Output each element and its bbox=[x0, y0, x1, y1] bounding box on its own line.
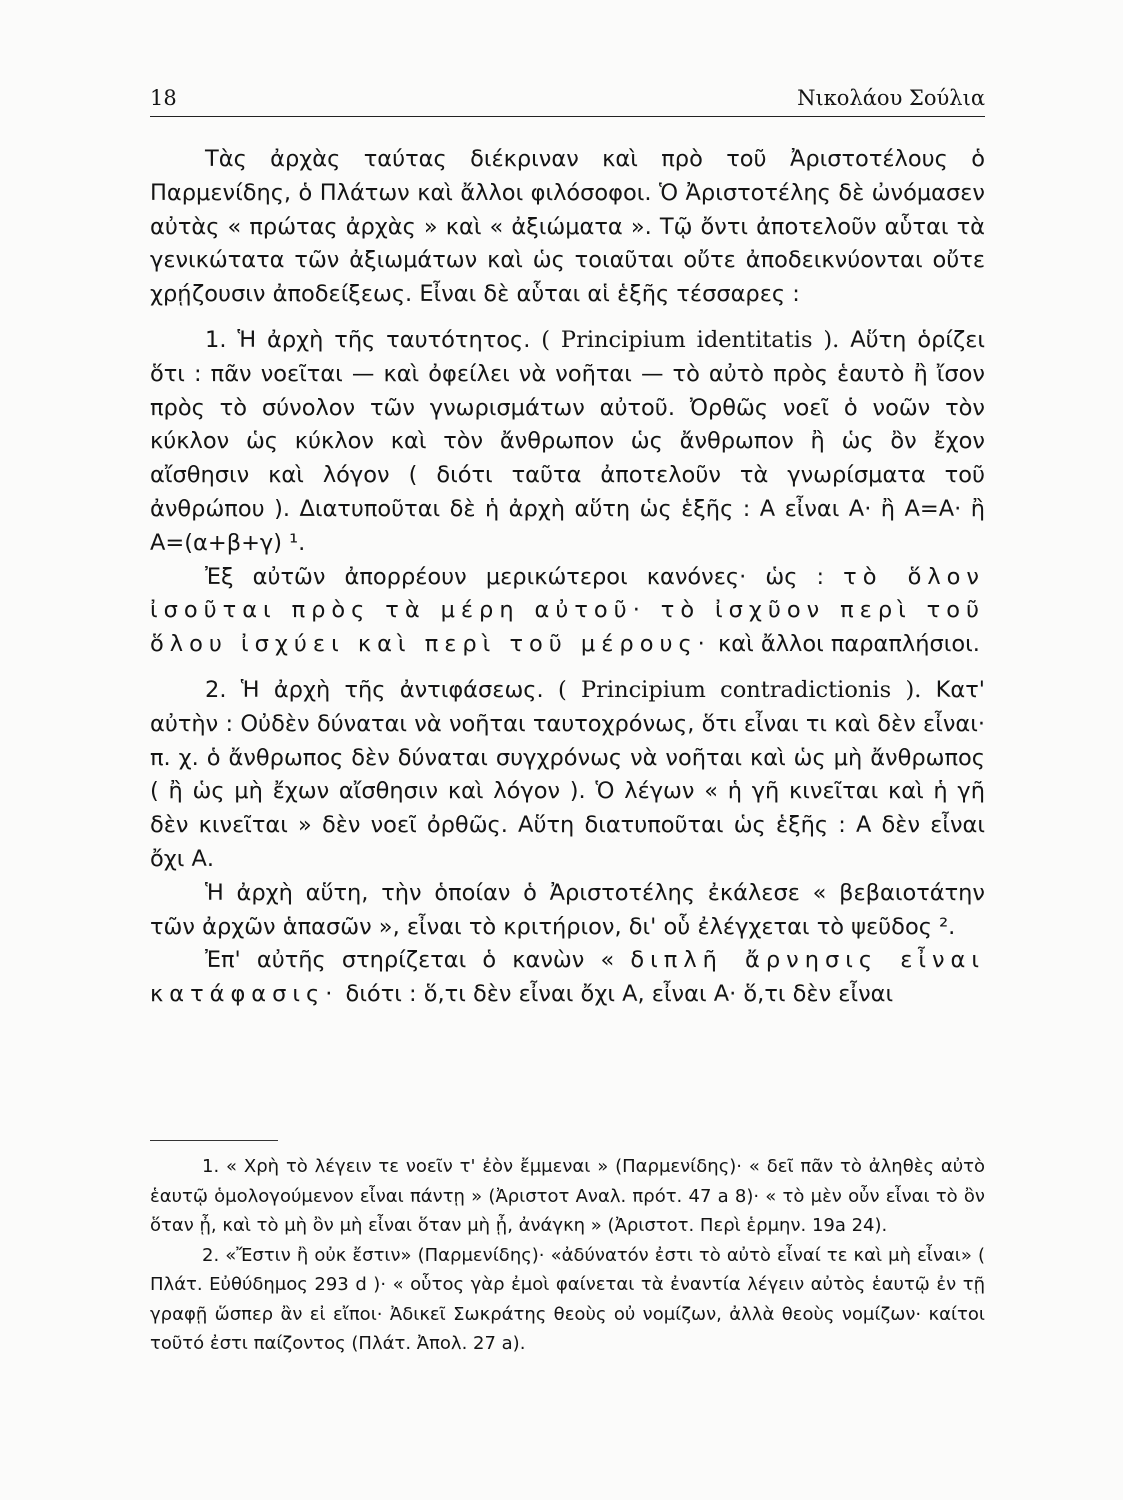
paragraph-identity-text: Αὕτη ὁρίζει ὅτι : πᾶν νοεῖται — καὶ ὀφείλει νὰ νοῆται — τὸ αὐτὸ πρὸς ἑαυτὸ ἢ ἴσον πρὸς τὸ σύνολον τῶν γνωρισμάτων αὐτοῦ. Ὀρθῶς νοεῖ ὁ νοῶν τὸν κύκλον ὡς κύκλον καὶ τὸν ἄνθρωπον ὡς ἄνθρωπον ἢ ὡς ὂν ἔχον αἴσθησιν καὶ λόγον ( διότι ταῦτα ἀποτελοῦν τὰ γνωρίσματα τοῦ ἀνθρώπου ). Διατυποῦται δὲ ἡ ἀρχὴ αὕτη ὡς ἑξῆς : Α εἶναι Α· ἢ Α=Α· ἢ Α=(α+β+γ) ¹. bbox=[150, 326, 985, 556]
paragraph-contradiction bbox=[150, 674, 985, 877]
paragraph-rules-start: Ἐξ αὐτῶν ἀπορρέουν μερικώτεροι κανόνες· ὡς : bbox=[205, 563, 825, 590]
paragraph-double-negation-start: Ἐπ' αὐτῆς στηρίζεται ὁ κανὼν « bbox=[205, 947, 615, 974]
paragraph-double-negation bbox=[150, 944, 985, 1012]
section-heading-identity: 1. Ἡ ἀρχὴ τῆς ταυτότητος. bbox=[205, 326, 531, 353]
paragraph-double-negation-end: διότι : ὅ,τι δὲν εἶναι ὄχι Α, εἶναι Α· ὅ,τι δὲν εἶναι bbox=[345, 981, 894, 1008]
footnote-divider bbox=[150, 1140, 278, 1141]
spaced-emphasis-rules: τὸ ὅλον ἰσοῦται πρὸς τὰ μέρη αὐτοῦ· τὸ ἰσχῦον περὶ τοῦ ὅλου ἰσχύει καὶ περὶ τοῦ μέρους· bbox=[150, 563, 985, 658]
paragraph-intro: Τὰς ἀρχὰς ταύτας διέκριναν καὶ πρὸ τοῦ Ἀριστοτέλους ὁ Παρμενίδης, ὁ Πλάτων καὶ ἄλλοι φιλόσοφοι. Ὁ Ἀριστοτέλης δὲ ὠνόμασεν αὐτὰς « πρώτας ἀρχὰς » καὶ « ἀξιώματα ». Τῷ ὄντι ἀποτελοῦν αὗται τὰ γενικώτατα τῶν ἀξιωμάτων καὶ ὡς τοιαῦται οὔτε ἀποδεικνύονται οὔτε χρῄζουσιν ἀποδείξεως. Εἶναι δὲ αὗται αἱ ἑξῆς τέσσαρες : bbox=[150, 146, 985, 308]
paragraph-identity bbox=[150, 324, 985, 561]
latin-term-identity: ( Principium identitatis ). bbox=[541, 326, 840, 353]
footnotes bbox=[150, 1152, 985, 1359]
spaced-emphasis-double-negation: διπλῆ ἄρνησις εἶναι κατάφασις· bbox=[150, 947, 985, 1008]
running-head: Νικολάου Σούλια bbox=[797, 86, 985, 110]
main-text bbox=[150, 143, 985, 1012]
paragraph-rules-end: καὶ ἄλλοι παραπλήσιοι. bbox=[718, 631, 980, 658]
footnote-1: 1. « Χρὴ τὸ λέγειν τε νοεῖν τ' ἐὸν ἔμμεναι » (Παρμενίδης)· « δεῖ πᾶν τὸ ἀληθὲς αὐτὸ ἑαυτῷ ὁμολογούμενον εἶναι πάντῃ » (Ἀριστοτ Αναλ. πρότ. 47 a 8)· « τὸ μὲν οὖν εἶναι τὸ ὂν ὅταν ᾖ, καὶ τὸ μὴ ὂν μὴ εἶναι ὅταν μὴ ᾖ, ἀνάγκη » (Ἀριστοτ. Περὶ ἑρμην. 19a 24). bbox=[150, 1156, 985, 1236]
latin-term-contradiction: ( Principium contradictionis ). bbox=[557, 676, 922, 703]
page-header bbox=[150, 86, 985, 117]
paragraph-contradiction-text: Κατ' αὐτὴν : Οὐδὲν δύναται νὰ νοῆται ταυτοχρόνως, ὅτι εἶναι τι καὶ δὲν εἶναι· π. χ. ὁ ἄνθρωπος δὲν δύναται συγχρόνως νὰ νοῆται καὶ ὡς μὴ ἄνθρωπος ( ἢ ὡς μὴ ἔχων αἴσθησιν καὶ λόγον ). Ὁ λέγων « ἡ γῆ κινεῖται καὶ ἡ γῆ δὲν κινεῖται » δὲν νοεῖ ὀρθῶς. Αὕτη διατυποῦται ὡς ἑξῆς : Α δὲν εἶναι ὄχι Α. bbox=[150, 676, 985, 872]
paragraph-rules bbox=[150, 561, 985, 662]
paragraph-criterion: Ἡ ἀρχὴ αὕτη, τὴν ὁποίαν ὁ Ἀριστοτέλης ἐκάλεσε « βεβαιοτάτην τῶν ἀρχῶν ἁπασῶν », εἶναι τὸ κριτήριον, δι' οὗ ἐλέγχεται τὸ ψεῦδος ². bbox=[150, 879, 985, 940]
page-number: 18 bbox=[150, 86, 177, 110]
section-heading-contradiction: 2. Ἡ ἀρχὴ τῆς ἀντιφάσεως. bbox=[205, 676, 544, 703]
footnote-2: 2. «Ἔστιν ἢ οὐκ ἔστιν» (Παρμενίδης)· «ἀδύνατόν ἐστι τὸ αὐτὸ εἶναί τε καὶ μὴ εἶναι» ( Πλάτ. Εὐθύδημος 293 d )· « οὗτος γὰρ ἐμοὶ φαίνεται τὰ ἐναντία λέγειν αὐτὸς ἑαυτῷ ἐν τῇ γραφῇ ὥσπερ ἂν εἰ εἴποι· Ἀδικεῖ Σωκράτης θεοὺς οὐ νομίζων, ἀλλὰ θεοὺς νομίζων· καίτοι τοῦτό ἐστι παίζοντος (Πλάτ. Ἀπολ. 27 a). bbox=[150, 1244, 985, 1354]
